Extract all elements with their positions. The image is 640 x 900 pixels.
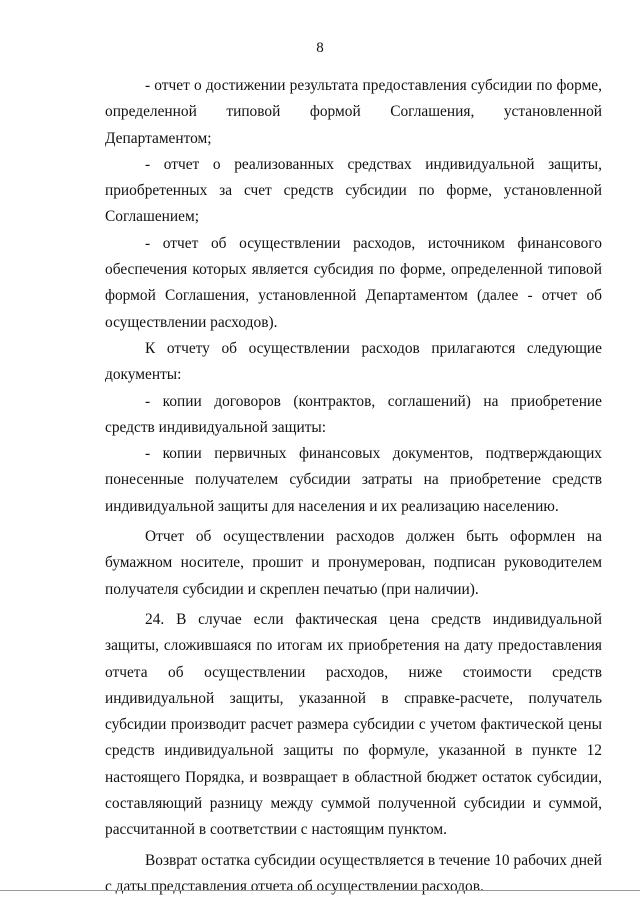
paragraph-attachments-intro: К отчету об осуществлении расходов прилагаются следующие документы: (105, 339, 602, 384)
paragraph-report-result: - отчет о достижении результата предоставления субсидии по форме, определенной типовой формой Соглашения, установленной Департаментом; (105, 77, 602, 147)
document-body (105, 73, 602, 900)
paragraph-report-sold-ppe: - отчет о реализованных средствах индивидуальной защиты, приобретенных за счет средств субсидии по форме, установленной Соглашением; (105, 155, 602, 226)
paragraph-report-format: Отчет об осуществлении расходов должен быть оформлен на бумажном носителе, прошит и пронумерован, подписан руководителем получателя субсидии и скреплен печатью (при наличии). (105, 528, 602, 598)
paragraph-primary-documents: - копии первичных финансовых документов, подтверждающих понесенные получателем субсидии затраты на приобретение средств индивидуальной защиты для населения и их реализацию населению. (105, 445, 602, 515)
paragraph-report-expenses: - отчет об осуществлении расходов, источником финансового обеспечения которых является субсидия по форме, определенной типовой формой Соглашения, установленной Департаментом (далее - отчет об осуществлении расходов). (105, 234, 602, 331)
page-number: 8 (316, 40, 324, 56)
paragraph-contract-copies: - копии договоров (контрактов, соглашений) на приобретение средств индивидуальной защиты: (105, 392, 602, 436)
paragraph-refund-term: Возврат остатка субсидии осуществляется в течение 10 рабочих дней с даты представления отчета об осуществлении расходов. (105, 851, 602, 895)
paragraph-clause-24: 24. В случае если фактическая цена средств индивидуальной защиты, сложившаяся по итогам их приобретения на дату предоставления отчета об осуществлении расходов, ниже стоимости средств индивидуальной защиты, указанной в справке-расчете, получатель субсидии производит расчет размера субсидии с учетом фактической цены средств индивидуальной защиты по формуле, указанной в пункте 12 настоящего Порядка, и возвращает в областной бюджет остаток субсидии, составляющий разницу между суммой полученной субсидии и суммой, рассчитанной в соответствии с настоящим пунктом. (105, 610, 602, 839)
page-bottom-rule (0, 890, 640, 891)
